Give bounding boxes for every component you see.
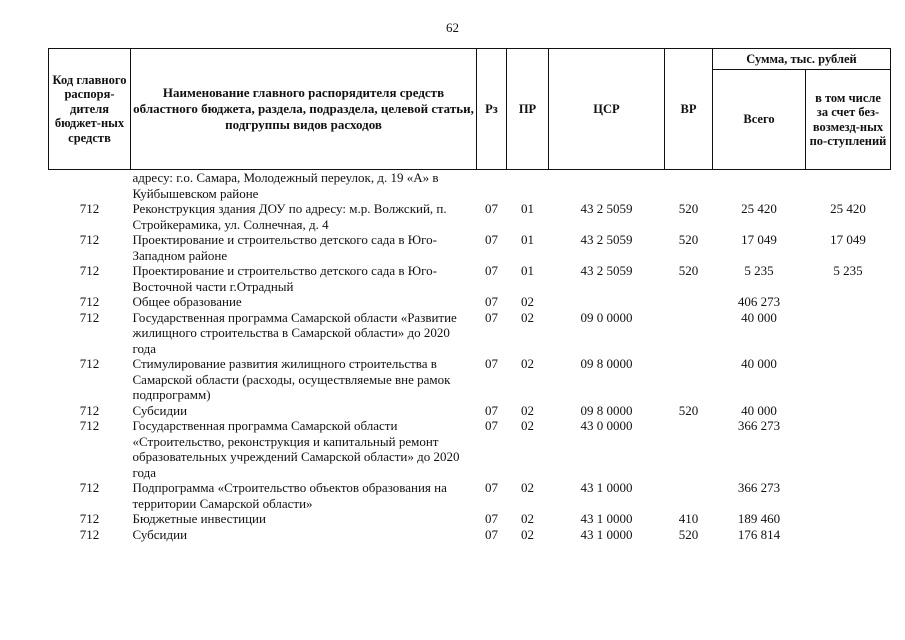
- cell-code: 712: [79, 309, 100, 325]
- header-pr: ПР: [507, 49, 549, 170]
- table-row: [49, 294, 891, 310]
- cell-csr: 43 2 5059: [580, 201, 633, 216]
- cell-csr: 43 2 5059: [580, 263, 633, 278]
- cell-incl: [806, 480, 891, 511]
- header-code: Код главного распоря-дителя бюджет-ных средств: [49, 49, 131, 170]
- cell-rz: 07: [485, 309, 498, 325]
- table-row: [49, 511, 891, 527]
- cell-code: 712: [79, 294, 100, 309]
- cell-total: 176 814: [737, 526, 781, 542]
- cell-rz: 07: [485, 418, 498, 433]
- cell-name: адресу: г.о. Самара, Молодежный переулок, д. 19 «А» в Куйбышевском районе: [132, 170, 439, 201]
- header-name: Наименование главного распорядителя средств областного бюджета, раздела, подраздела, целевой статьи, подгруппы видов расходов: [131, 49, 477, 170]
- cell-name: Государственная программа Самарской области «Развитие жилищного строительства в Самарской области» до 2020 года: [132, 309, 457, 356]
- cell-pr: 02: [521, 526, 534, 542]
- cell-rz: 07: [485, 526, 498, 542]
- cell-csr: 43 2 5059: [580, 232, 633, 247]
- table-row: [49, 418, 891, 480]
- cell-total: 406 273: [737, 294, 781, 309]
- cell-rz: [477, 170, 507, 202]
- cell-vr: 520: [678, 526, 699, 542]
- cell-vr: [665, 418, 713, 480]
- cell-pr: 02: [521, 402, 534, 418]
- header-rz: Рз: [477, 49, 507, 170]
- cell-incl: 5 235: [833, 263, 863, 278]
- cell-rz: 07: [485, 356, 498, 371]
- cell-vr: 520: [678, 232, 699, 247]
- cell-incl: [806, 294, 891, 310]
- cell-csr: 43 0 0000: [580, 418, 633, 433]
- cell-vr: 410: [678, 511, 699, 526]
- cell-total: 189 460: [737, 511, 781, 526]
- cell-rz: 07: [485, 263, 498, 278]
- cell-code: 712: [79, 232, 100, 247]
- cell-pr: 02: [521, 356, 534, 371]
- cell-csr: [549, 170, 665, 202]
- cell-code: 712: [79, 263, 100, 278]
- cell-pr: 01: [521, 232, 534, 247]
- cell-vr: 520: [678, 201, 699, 216]
- cell-total: [713, 170, 806, 202]
- cell-pr: 01: [521, 263, 534, 278]
- cell-pr: [507, 170, 549, 202]
- cell-pr: 02: [521, 418, 534, 433]
- cell-vr: [665, 294, 713, 310]
- cell-code: 712: [79, 356, 100, 371]
- cell-name: Субсидии: [132, 402, 188, 418]
- cell-incl: [806, 418, 891, 480]
- cell-csr: 43 1 0000: [580, 480, 633, 495]
- cell-incl: [806, 403, 891, 419]
- cell-incl: 25 420: [830, 201, 866, 216]
- cell-name: Бюджетные инвестиции: [132, 511, 266, 526]
- cell-total: 5 235: [744, 263, 774, 278]
- cell-rz: 07: [485, 511, 498, 526]
- table-row: [49, 480, 891, 511]
- cell-pr: 02: [521, 511, 534, 526]
- cell-csr: [549, 294, 665, 310]
- cell-csr: 43 1 0000: [580, 526, 633, 542]
- cell-vr: [665, 170, 713, 202]
- cell-code: 712: [79, 511, 100, 526]
- cell-csr: 09 8 0000: [580, 356, 633, 371]
- table-row: [49, 263, 891, 294]
- cell-code: 712: [79, 526, 100, 542]
- cell-name: Реконструкция здания ДОУ по адресу: м.р. Волжский, п. Стройкерамика, ул. Солнечная, д. 4: [132, 201, 447, 232]
- cell-incl: 17 049: [830, 232, 866, 247]
- budget-table: [48, 48, 891, 542]
- table-row: [49, 201, 891, 232]
- page-number: 62: [446, 20, 459, 35]
- cell-rz: 07: [485, 201, 498, 216]
- cell-total: 17 049: [741, 232, 777, 247]
- cell-total: 366 273: [737, 418, 781, 433]
- cell-csr: 09 0 0000: [580, 309, 633, 325]
- cell-name: Общее образование: [132, 294, 242, 309]
- table-row: [49, 170, 891, 202]
- cell-code: 712: [79, 402, 100, 418]
- cell-name: Подпрограмма «Строительство объектов образования на территории Самарской области»: [132, 480, 447, 511]
- cell-vr: [665, 480, 713, 511]
- cell-incl: [806, 310, 891, 357]
- cell-total: 40 000: [741, 402, 777, 418]
- cell-name: Проектирование и строительство детского сада в Юго-Восточной части г.Отрадный: [132, 263, 437, 294]
- cell-incl: [806, 511, 891, 527]
- cell-name: Государственная программа Самарской области «Строительство, реконструкция и капитальный ремонт образовательных учреждений Самарской области» до 2020 года: [132, 418, 460, 480]
- cell-name: Субсидии: [132, 526, 188, 542]
- cell-vr: [665, 310, 713, 357]
- cell-rz: 07: [485, 480, 498, 495]
- table-row: [49, 403, 891, 419]
- cell-total: 40 000: [741, 356, 777, 371]
- cell-vr: 520: [678, 263, 699, 278]
- cell-rz: 07: [485, 402, 498, 418]
- table-row: [49, 356, 891, 403]
- cell-rz: 07: [485, 232, 498, 247]
- cell-pr: 02: [521, 480, 534, 495]
- table-row: [49, 310, 891, 357]
- cell-code: 712: [79, 201, 100, 216]
- cell-rz: 07: [485, 294, 498, 309]
- table-row: [49, 232, 891, 263]
- header-vr: ВР: [665, 49, 713, 170]
- cell-total: 25 420: [741, 201, 777, 216]
- header-incl: в том числе за счет без-возмезд-ных по-ступлений: [806, 70, 891, 170]
- cell-code: [49, 170, 131, 202]
- cell-pr: 02: [521, 294, 534, 309]
- header-total: Всего: [713, 70, 806, 170]
- cell-incl: [806, 356, 891, 403]
- cell-incl: [806, 527, 891, 543]
- cell-incl: [806, 170, 891, 202]
- cell-csr: 09 8 0000: [580, 402, 633, 418]
- cell-total: 40 000: [741, 309, 777, 325]
- cell-name: Стимулирование развития жилищного строительства в Самарской области (расходы, осуществляемые вне рамок подпрограмм): [132, 356, 451, 402]
- cell-vr: [665, 356, 713, 403]
- header-sum: Сумма, тыс. рублей: [713, 49, 891, 70]
- cell-pr: 01: [521, 201, 534, 216]
- cell-vr: 520: [678, 402, 699, 418]
- cell-pr: 02: [521, 309, 534, 325]
- cell-csr: 43 1 0000: [580, 511, 633, 526]
- table-row: [49, 527, 891, 543]
- cell-code: 712: [79, 418, 100, 433]
- cell-code: 712: [79, 480, 100, 495]
- cell-name: Проектирование и строительство детского сада в Юго-Западном районе: [132, 232, 437, 263]
- cell-total: 366 273: [737, 480, 781, 495]
- header-csr: ЦСР: [549, 49, 665, 170]
